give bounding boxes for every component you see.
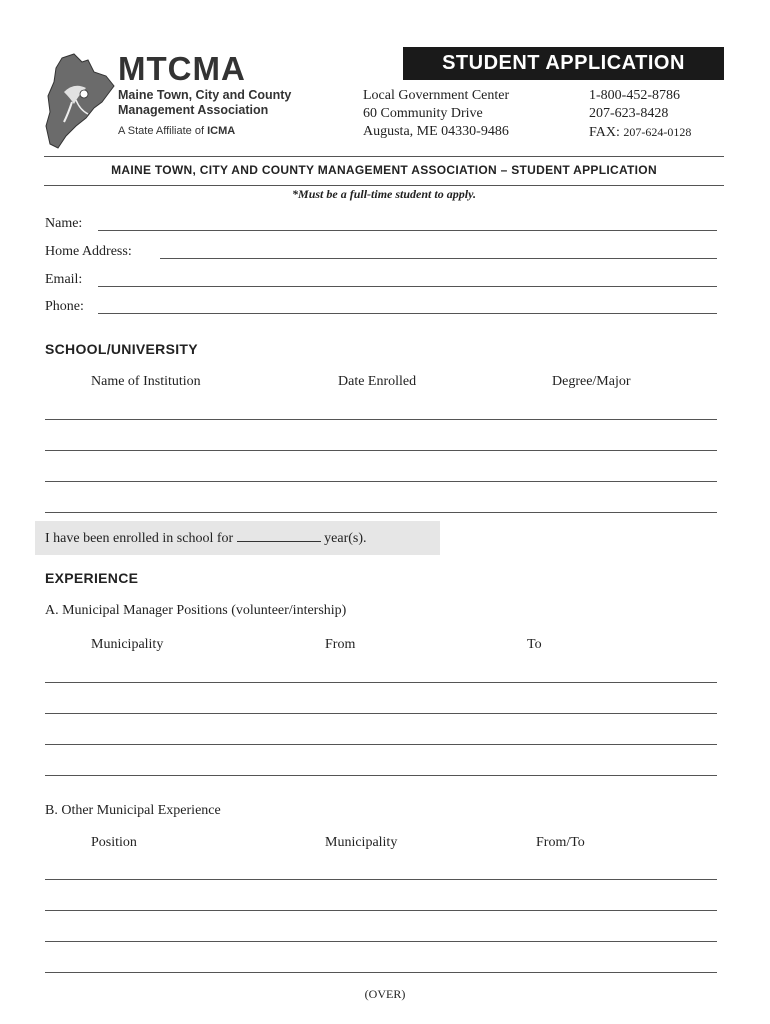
col-degree-major: Degree/Major (552, 374, 631, 389)
col-institution: Name of Institution (91, 374, 201, 389)
address-line-1: Local Government Center (363, 88, 510, 103)
col-b-municipality: Municipality (325, 835, 398, 850)
experience-section-heading: EXPERIENCE (45, 570, 139, 586)
document-title: STUDENT APPLICATION (403, 47, 724, 80)
experience-a-entry-line[interactable] (45, 713, 717, 714)
enrolled-years-statement (45, 529, 367, 548)
col-date-enrolled: Date Enrolled (338, 374, 417, 389)
logo-affiliate (118, 124, 235, 138)
phone-input-line[interactable] (98, 313, 717, 314)
experience-a-entry-line[interactable] (45, 775, 717, 776)
fax-line (589, 123, 691, 142)
experience-b-entry-line[interactable] (45, 972, 717, 973)
email-input-line[interactable] (98, 286, 717, 287)
affiliate-prefix: A State Affiliate of (118, 125, 205, 137)
page-footer-over: (OVER) (364, 987, 406, 1001)
experience-b-entry-line[interactable] (45, 941, 717, 942)
school-entry-line[interactable] (45, 450, 717, 451)
experience-section-b-heading: B. Other Municipal Experience (45, 803, 221, 818)
enrolled-prefix: I have been enrolled in school for (45, 531, 234, 546)
email-label: Email: (45, 272, 83, 287)
eligibility-note: *Must be a full-time student to apply. (292, 187, 476, 201)
experience-b-entry-line[interactable] (45, 879, 717, 880)
name-input-line[interactable] (98, 230, 717, 231)
experience-b-entry-line[interactable] (45, 910, 717, 911)
logo-subtitle-line2: Management Association (118, 103, 269, 117)
experience-a-entry-line[interactable] (45, 744, 717, 745)
affiliate-org: ICMA (207, 125, 236, 137)
col-a-from: From (325, 637, 356, 652)
form-banner: MAINE TOWN, CITY AND COUNTY MANAGEMENT ASSOCIATION – STUDENT APPLICATION (111, 163, 657, 177)
header-divider-bottom (44, 185, 724, 186)
phone-label: Phone: (45, 299, 84, 314)
school-entry-line[interactable] (45, 512, 717, 513)
enrolled-suffix: year(s). (324, 531, 367, 546)
header-divider-top (44, 156, 724, 157)
phone-local: 207-623-8428 (589, 106, 669, 121)
address-line-2: 60 Community Drive (363, 106, 483, 121)
name-label: Name: (45, 216, 83, 231)
school-entry-line[interactable] (45, 481, 717, 482)
experience-section-a-heading: A. Municipal Manager Positions (volunteer/intership) (45, 603, 347, 618)
col-b-position: Position (91, 835, 137, 850)
col-a-municipality: Municipality (91, 637, 164, 652)
maine-map-logo-icon (44, 52, 118, 152)
fax-number: 207-624-0128 (623, 125, 692, 139)
address-line-3: Augusta, ME 04330-9486 (363, 124, 509, 139)
fax-label: FAX: (589, 125, 620, 140)
home-address-input-line[interactable] (160, 258, 717, 259)
col-a-to: To (527, 637, 542, 652)
logo-name: MTCMA (118, 50, 246, 87)
logo-subtitle-line1: Maine Town, City and County (118, 88, 292, 102)
col-b-from-to: From/To (536, 835, 585, 850)
school-entry-line[interactable] (45, 419, 717, 420)
enrolled-years-input-line[interactable] (237, 529, 321, 542)
phone-tollfree: 1-800-452-8786 (589, 88, 680, 103)
school-section-heading: SCHOOL/UNIVERSITY (45, 341, 198, 357)
experience-a-entry-line[interactable] (45, 682, 717, 683)
home-address-label: Home Address: (45, 244, 132, 259)
